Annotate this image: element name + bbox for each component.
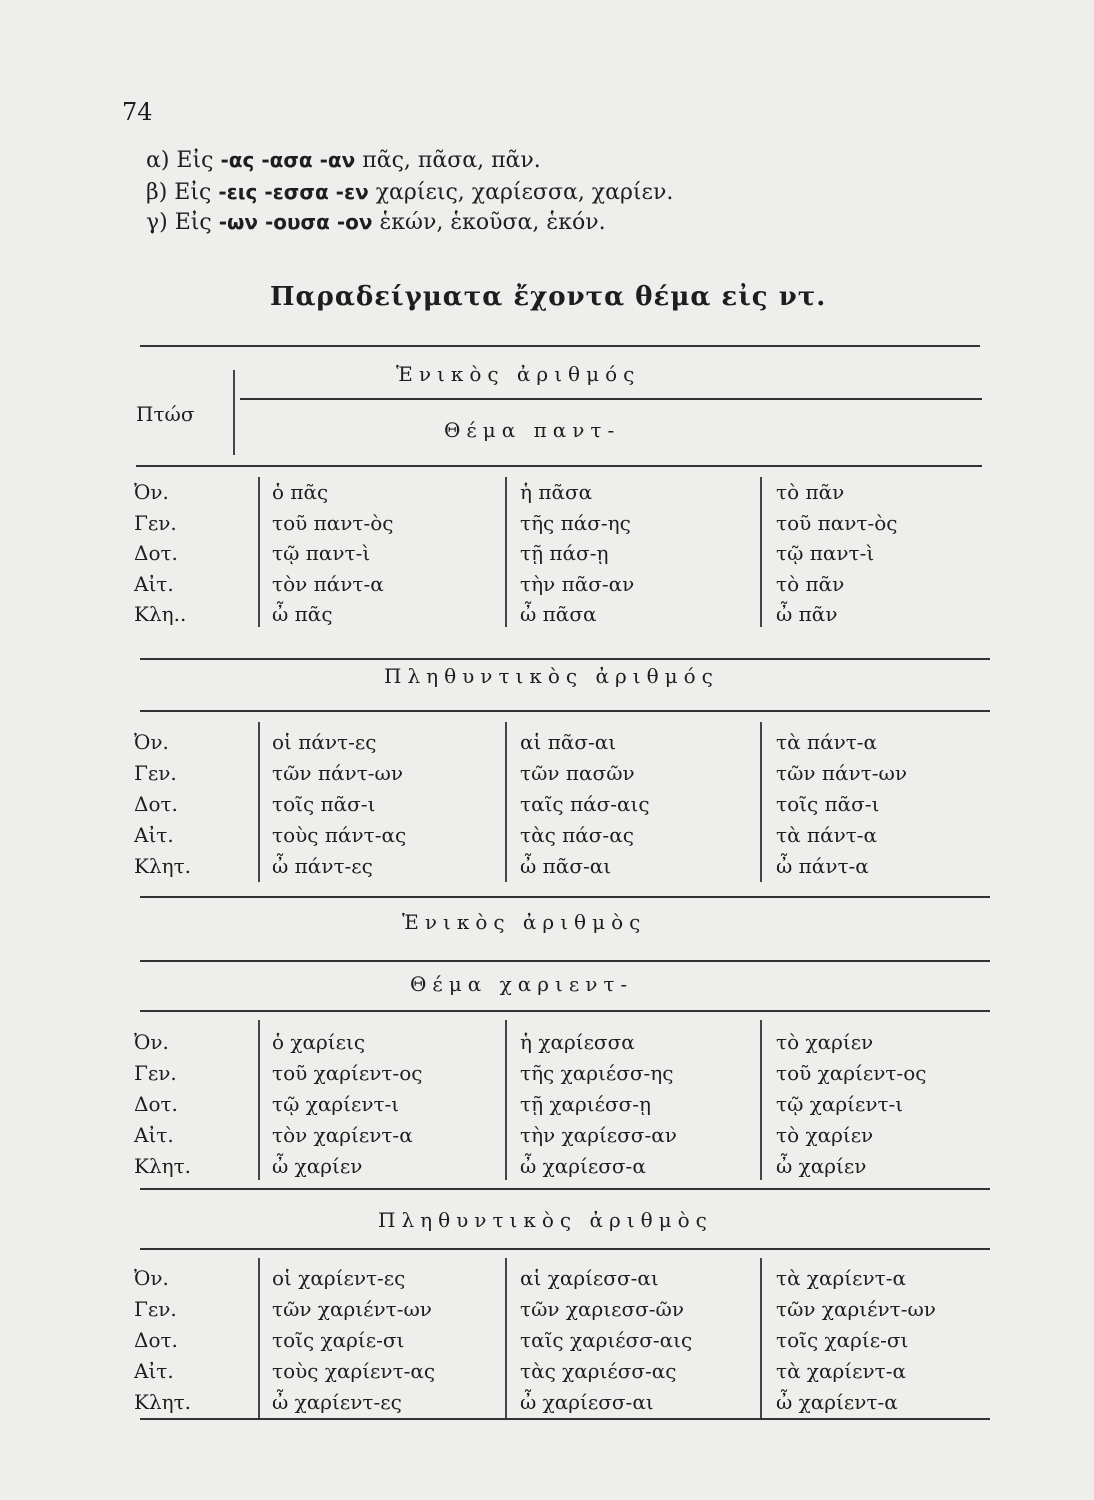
number-label-singular: Ἑνικὸς ἀριθμός [396,362,641,386]
masculine-form: ὁ πᾶς [272,480,329,504]
rule-beta [146,180,673,205]
masculine-form: τοὺς πάντ-ας [272,823,407,847]
feminine-form: τὰς χαριέσσ-ας [520,1359,677,1383]
case-label: Γεν. [134,510,177,535]
neuter-form: ὦ πᾶν [776,602,838,626]
neuter-form: τῷ χαρίεντ-ι [776,1092,904,1116]
case-label: Ὀν. [134,1030,169,1054]
feminine-form: τῆς πάσ-ης [520,510,631,535]
case-label: Αἰτ. [134,823,174,847]
number-label-plural: Πληθυντικὸς ἀριθμὸς [378,1208,713,1232]
rule-alpha [146,148,541,173]
section-rule [140,1188,990,1190]
neuter-form: τοῦ παντ-ὸς [776,510,898,535]
rule-endings: -ων -ουσα -ον [218,210,373,234]
case-label: Γεν. [134,1061,177,1085]
neuter-form: τῶν χαριέντ-ων [776,1297,936,1321]
column-header-cases: Πτώσ [136,402,195,426]
masculine-form: ὦ χαρίεν [272,1154,363,1178]
feminine-form: τῶν πασῶν [520,761,635,785]
masculine-form: ὦ πᾶς [272,602,333,626]
masculine-form: οἱ πάντ-ες [272,730,377,754]
column-divider [505,1258,507,1418]
section-rule [140,658,990,660]
masculine-form: τὸν χαρίεντ-α [272,1123,413,1147]
rule-gamma [146,210,606,235]
case-label: Αἰτ. [134,1123,174,1147]
rule-examples: χαρίεις, χαρίεσσα, χαρίεν. [375,180,674,205]
neuter-form: τὸ χαρίεν [776,1123,874,1147]
rule-label: β) Εἰς [146,180,212,205]
feminine-form: τῇ πάσ-ῃ [520,541,609,565]
masculine-form: τοὺς χαρίεντ-ας [272,1359,436,1383]
neuter-form: τὰ χαρίεντ-α [776,1266,906,1290]
column-divider [760,1258,762,1418]
column-divider [505,722,507,882]
case-label: Δοτ. [134,792,178,816]
neuter-form: τὸ πᾶν [776,571,845,596]
neuter-form: τοῖς πᾶσ-ι [776,792,880,816]
rule-label: α) Εἰς [146,148,214,173]
masculine-form: τοῖς πᾶσ-ι [272,792,376,816]
section-rule [140,1010,990,1012]
case-label: Αἰτ. [134,1359,174,1383]
section-rule [140,1248,990,1250]
feminine-form: τὰς πάσ-ας [520,823,634,847]
case-label: Κλητ. [134,1390,192,1414]
masculine-form: τὸν πάντ-α [272,571,384,596]
feminine-form: αἱ χαρίεσσ-αι [520,1266,659,1290]
case-label: Κλητ. [134,1154,192,1178]
number-label-singular: Ἑνικὸς ἀριθμὸς [402,910,647,934]
neuter-form: τῷ παντ-ὶ [776,541,875,565]
number-label-plural: Πληθυντικὸς ἀριθμός [384,664,719,688]
neuter-form: ὦ χαρίεν [776,1154,867,1178]
feminine-form: ἡ χαρίεσσα [520,1030,635,1054]
header-mid-rule [240,398,982,400]
neuter-form: τοῖς χαρίε-σι [776,1328,909,1352]
column-divider [258,477,260,627]
feminine-form: τῶν χαριεσσ-ῶν [520,1297,685,1321]
page-heading: Παραδείγματα ἔχοντα θέμα εἰς ντ. [270,282,827,312]
column-divider [760,477,762,627]
rule-endings: -εις -εσσα -εν [218,180,369,204]
feminine-form: αἱ πᾶσ-αι [520,730,617,754]
feminine-form: ταῖς χαριέσσ-αις [520,1328,693,1352]
feminine-form: ἡ πᾶσα [520,480,593,504]
case-label: Ὀν. [134,730,169,754]
case-label: Δοτ. [134,541,178,565]
rule-examples: πᾶς, πᾶσα, πᾶν. [362,148,541,173]
column-divider [505,477,507,627]
column-divider [760,1020,762,1180]
masculine-form: οἱ χαρίεντ-ες [272,1266,406,1290]
table-bottom-rule [140,1418,990,1420]
masculine-form: τοῦ παντ-ὸς [272,510,394,535]
feminine-form: τὴν πᾶσ-αν [520,571,635,596]
column-divider [760,722,762,882]
neuter-form: τὸ πᾶν [776,480,845,504]
neuter-form: τὰ πάντ-α [776,823,878,847]
neuter-form: ὦ πάντ-α [776,854,869,878]
section-rule [140,710,990,712]
case-label: Αἰτ. [134,571,174,596]
table-top-rule [140,345,980,347]
case-label: Γεν. [134,761,177,785]
header-bottom-rule [136,465,982,467]
feminine-form: ὦ χαρίεσσ-αι [520,1390,654,1414]
case-label: Ὀν. [134,1266,169,1290]
neuter-form: ὦ χαρίεντ-α [776,1390,898,1414]
stem-label: Θέμα παντ- [444,418,621,442]
section-rule [140,960,990,962]
column-divider [258,722,260,882]
rule-endings: -ας -ασα -αν [220,148,356,172]
neuter-form: τοῦ χαρίεντ-ος [776,1061,927,1085]
masculine-form: τῷ παντ-ὶ [272,541,371,565]
case-label: Γεν. [134,1297,177,1321]
masculine-form: ὦ χαρίεντ-ες [272,1390,402,1414]
neuter-form: τὸ χαρίεν [776,1030,874,1054]
neuter-form: τὰ πάντ-α [776,730,878,754]
rule-label: γ) Εἰς [146,210,212,235]
feminine-form: ὦ πᾶσ-αι [520,854,612,878]
page-number: 74 [122,98,153,126]
case-label: Δοτ. [134,1092,178,1116]
masculine-form: τῶν πάντ-ων [272,761,403,785]
feminine-form: τῆς χαριέσσ-ης [520,1061,674,1085]
case-label: Ὀν. [134,480,169,504]
masculine-form: τῷ χαρίεντ-ι [272,1092,400,1116]
masculine-form: τοῦ χαρίεντ-ος [272,1061,423,1085]
column-divider [258,1020,260,1180]
case-label: Κλη.. [134,602,187,626]
rule-examples: ἑκών, ἑκοῦσα, ἑκόν. [379,210,606,235]
header-divider [233,370,235,455]
masculine-form: τῶν χαριέντ-ων [272,1297,432,1321]
column-divider [258,1258,260,1418]
masculine-form: ὦ πάντ-ες [272,854,373,878]
stem-label: Θέμα χαριεντ- [410,972,634,996]
feminine-form: τῇ χαριέσσ-ῃ [520,1092,652,1116]
masculine-form: ὁ χαρίεις [272,1030,366,1054]
case-label: Δοτ. [134,1328,178,1352]
masculine-form: τοῖς χαρίε-σι [272,1328,405,1352]
feminine-form: ὦ πᾶσα [520,602,597,626]
feminine-form: ταῖς πάσ-αις [520,792,650,816]
case-label: Κλητ. [134,854,192,878]
neuter-form: τῶν πάντ-ων [776,761,907,785]
feminine-form: τὴν χαρίεσσ-αν [520,1123,677,1147]
feminine-form: ὦ χαρίεσσ-α [520,1154,646,1178]
neuter-form: τὰ χαρίεντ-α [776,1359,906,1383]
section-rule [140,896,990,898]
column-divider [505,1020,507,1180]
